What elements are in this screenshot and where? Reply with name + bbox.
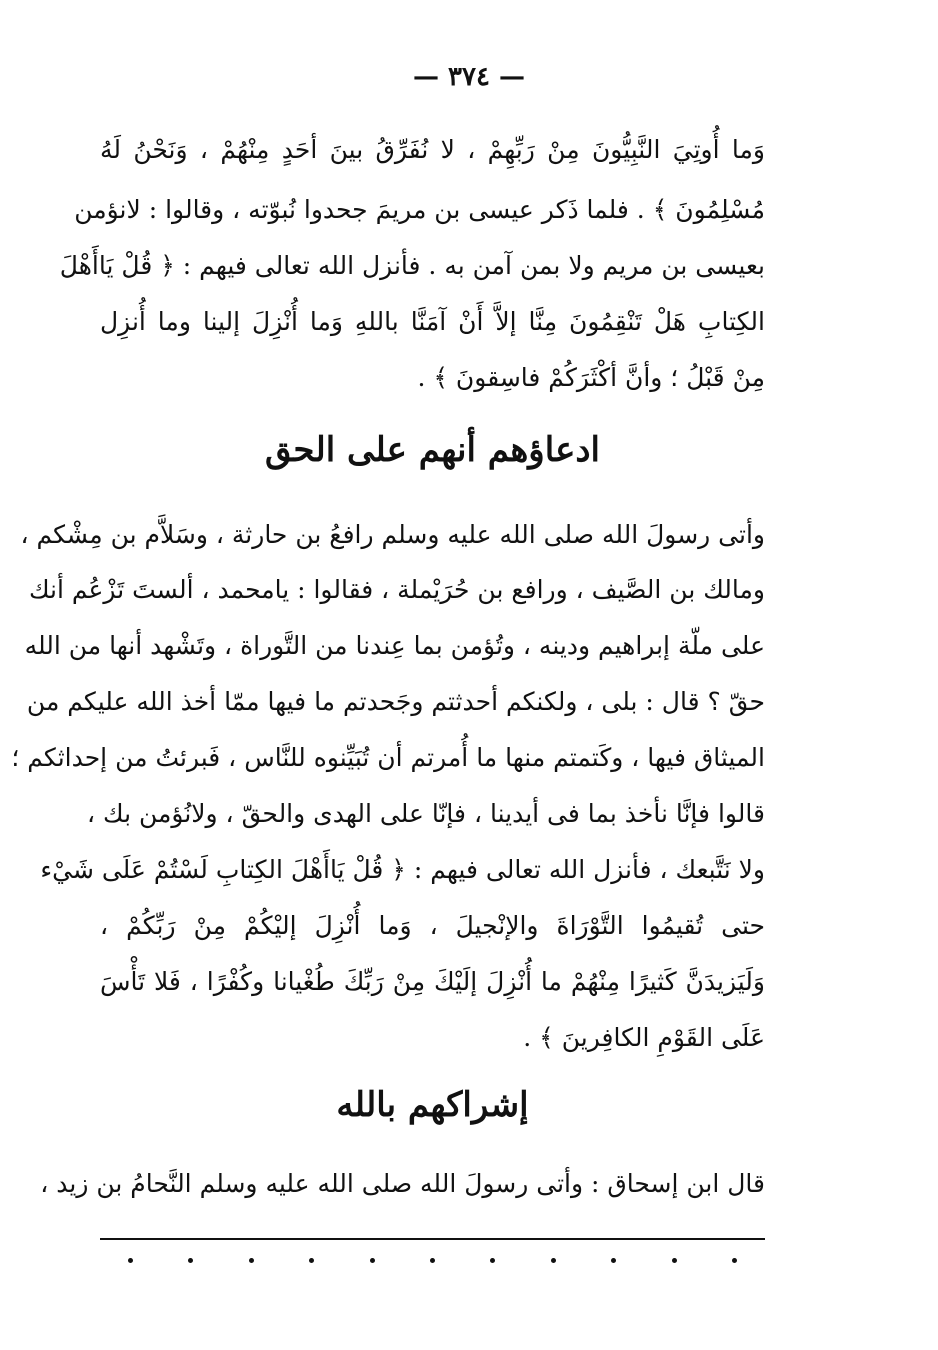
text-line: وَما أُوتِيَ النَّبِيُّونَ مِنْ رَبِّهِمْ ، لا نُفَرِّقُ بينَ أحَدٍ مِنْهُمْ ، وَنَحْنُ لَهُ: [100, 135, 765, 164]
text-line: على ملّة إبراهيم ودينه ، وتُؤمن بما عِندنا من التَّوراة ، وتَشْهد أنها من الله: [24, 631, 765, 660]
footer-dot: [551, 1258, 556, 1263]
footer-dot: [672, 1258, 677, 1263]
text-line: قالوا فإنَّا نأخذ بما فى أيدينا ، فإنّا على الهدى والحقّ ، ولانُؤمن بك ،: [87, 799, 765, 828]
text-line: قال ابن إسحاق : وأتى رسولَ الله صلى الله عليه وسلم النَّحامُ بن زيد ،: [40, 1169, 765, 1198]
text-line: حقّ ؟ قال : بلى ، ولكنكم أحدثتم وجَحدتم ما فيها ممّا أخذ الله عليكم من: [26, 687, 765, 716]
footer-dots: [100, 1258, 765, 1263]
footer-dot: [611, 1258, 616, 1263]
footer-dot: [128, 1258, 133, 1263]
page-number: — ٣٧٤ —: [412, 62, 526, 92]
text-line: مِنْ قَبْلُ ؛ وأنَّ أكْثَرَكُمْ فاسِقونَ ﴾ .: [417, 363, 765, 392]
text-line: وأتى رسولَ الله صلى الله عليه وسلم رافعُ بن حارثة ، وسَلاَّم بن مِشْكم ،: [20, 520, 765, 549]
text-line: عَلَى القَوْمِ الكافِرينَ ﴾ .: [523, 1023, 765, 1052]
footer-dot: [732, 1258, 737, 1263]
text-line: بعيسى بن مريم ولا بمن آمن به . فأنزل الله تعالى فيهم : ﴿ قُلْ يَاأَهْلَ: [59, 251, 765, 280]
text-line: وَلَيَزيدَنَّ كَثيرًا مِنْهُمْ ما أُنْزِلَ إلَيْكَ مِنْ رَبِّكَ طُغْيانا وكُفْرًا ، فَلا تَأْسَ: [100, 967, 765, 996]
text-line: حتى تُقيمُوا التَّوْرَاةَ والإنْجيلَ ، وَما أُنْزِلَ إليْكُمْ مِنْ رَبِّكُمْ ،: [100, 911, 765, 940]
footer-dot: [490, 1258, 495, 1263]
footer-dot: [370, 1258, 375, 1263]
footer-dot: [430, 1258, 435, 1263]
text-line: الميثاق فيها ، وكَتمتم منها ما أُمرتم أن تُبَيِّنوه للنَّاس ، فَبرئتُ من إحداثكم ؛: [11, 743, 765, 772]
section-heading: ادعاؤهم أنهم على الحق: [265, 430, 600, 470]
text-line: مُسْلِمُونَ ﴾ . فلما ذَكر عيسى بن مريمَ جحدوا نُبوّته ، وقالوا : لانؤمن: [74, 195, 765, 224]
text-line: ولا نَتَّبعك ، فأنزل الله تعالى فيهم : ﴿ قُلْ يَاأَهْلَ الكِتابِ لَسْتُمْ عَلَى شَيْء: [40, 855, 765, 884]
footer-rule: [100, 1238, 765, 1240]
footer-dot: [188, 1258, 193, 1263]
footer-dot: [309, 1258, 314, 1263]
section-heading: إشراكهم بالله: [336, 1085, 529, 1125]
text-line: ومالك بن الصَّيف ، ورافع بن حُرَيْملة ، فقالوا : يامحمد ، ألستَ تَزْعُم أنك: [28, 575, 765, 604]
footer-dot: [249, 1258, 254, 1263]
text-line: الكِتابِ هَلْ تَنْقِمُونَ مِنَّا إلاَّ أَنْ آمَنَّا باللهِ وَما أُنْزِلَ إلينا وما أُنزِل: [100, 307, 765, 336]
